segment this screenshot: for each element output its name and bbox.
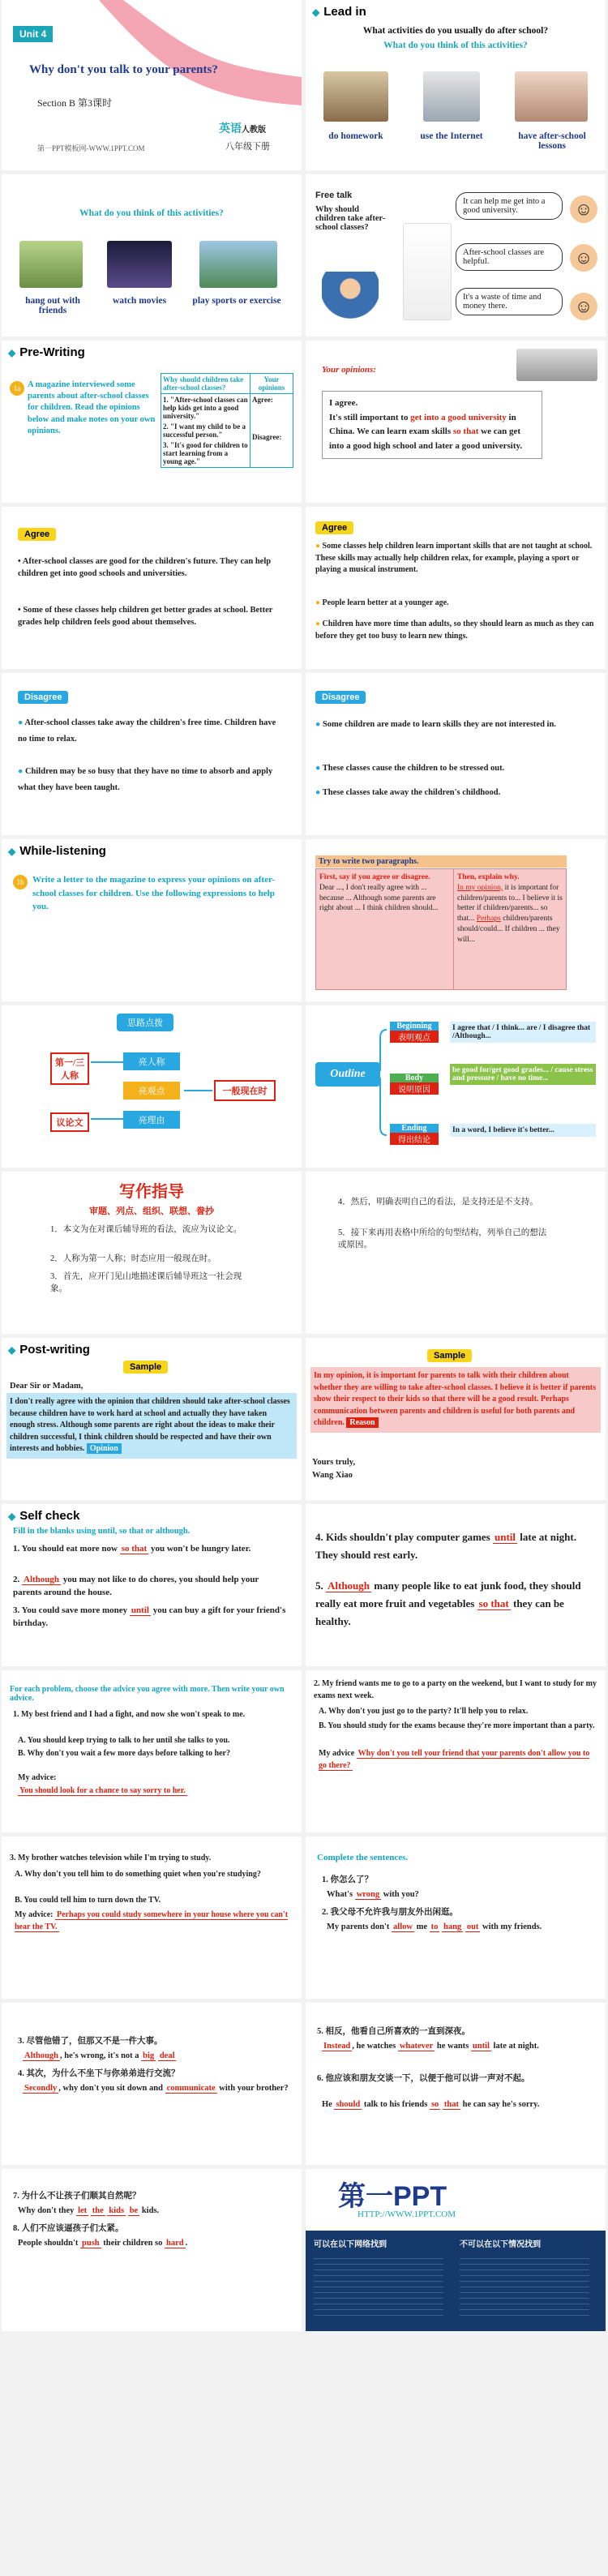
disagree-slide xyxy=(2,673,302,835)
your-opinions-slide xyxy=(306,341,606,503)
guide-subtitle: 审题、列点、组织、联想、誊抄 xyxy=(89,1207,214,1216)
exercise-item: 3. You could save more money until you can buy a gift for your friend's birthday. xyxy=(13,1605,286,1628)
exercise-item: 2. Although you may not like to do chores, you should help your parents around the house. xyxy=(13,1575,259,1597)
question: What do you think of this activities? xyxy=(383,41,528,50)
sample-tag: Sample xyxy=(427,1349,472,1362)
activity-label: do homework xyxy=(328,131,383,141)
logo: 第一PPT xyxy=(338,2181,447,2212)
guide-item: 2．人称为第一人称；时态应用一般现在时。 xyxy=(50,1254,216,1263)
instruction: Fill in the blanks using until, so that or although. xyxy=(13,1527,191,1536)
writing-table: First, say if you agree or disagree. Dear ..., I don't really agree with ... because ... Although some parents are right about ... I think children should... Then, explain why. In my opinion, it is important for children/parents to... I believe it is better if children/parents... so that... Perhaps children/parents should/could... If children ... they will... xyxy=(315,868,567,990)
table-header: Your opinions xyxy=(258,375,285,392)
column-header: First, say if you agree or disagree. xyxy=(319,873,430,881)
section-header: ◆ While-listening xyxy=(8,844,106,858)
outline-text: I agree that / I think... are / I disagree that /Although... xyxy=(450,1022,596,1043)
table-row: 2. "I want my child to be a successful person." xyxy=(163,422,246,439)
disagree-label: Disagree: xyxy=(252,433,282,441)
option-a: A. Why don't you just go to the party? It'll help you to relax. xyxy=(319,1707,529,1716)
speech-bubble: After-school classes are helpful. xyxy=(456,243,563,271)
exercise-item: 5. Although many people like to eat junk food, they should really eat more fruit and vegetables so that they can be healthy. xyxy=(315,1579,581,1628)
student-illustration xyxy=(322,272,379,328)
internet-photo xyxy=(423,71,480,122)
free-talk-label: Free talk xyxy=(315,191,353,200)
bullet: ● Children have more time than adults, so they should learn as much as they can before they get too busy to learn new things. xyxy=(315,619,594,641)
bullet: ● Children may be so busy that they have no time to absorb and apply what they have been taught. xyxy=(18,767,273,792)
outline-text: In a word, I believe it's better... xyxy=(450,1124,596,1137)
activity-label: play sports or exercise xyxy=(192,296,281,306)
instruction: Complete the sentences. xyxy=(317,1853,409,1862)
sentence-en: What's wrong with you? xyxy=(327,1890,419,1899)
advice-slide-3 xyxy=(2,1837,302,1999)
movies-photo xyxy=(107,241,172,288)
question: What activities do you usually do after school? xyxy=(362,26,549,36)
speech-bubble: It can help me get into a good university. xyxy=(456,192,563,220)
option-a: A. Why don't you tell him to do something quiet when you're studying? xyxy=(15,1870,261,1879)
outline-part: Body 说明原因 xyxy=(390,1074,439,1095)
exercise-number: 1a xyxy=(10,381,24,396)
outline-label: Outline xyxy=(315,1062,380,1087)
section-header: ◆ Lead in xyxy=(312,5,366,19)
signature: Wang Xiao xyxy=(312,1471,353,1480)
mindmap-node: 第一/三人称 xyxy=(50,1052,89,1085)
ending-slide xyxy=(306,2169,606,2331)
write-paragraphs-slide xyxy=(306,839,606,1001)
textbook-label: 英语人教版 xyxy=(219,123,266,135)
option-b: B. You could tell him to turn down the TV. xyxy=(15,1896,161,1905)
disagree-slide-2 xyxy=(306,673,606,835)
table-title: Try to write two paragraphs. xyxy=(315,855,567,868)
activity-label: have after-school lessons xyxy=(518,131,586,151)
section-header: ◆ Pre-Writing xyxy=(8,345,85,359)
activity-label: hang out with friends xyxy=(25,296,80,315)
guide-item: 1．本文为在对课后辅导班的看法，流应为议论文。 xyxy=(50,1225,242,1234)
sentence-cn: 4. 其次，为什么不坐下与你弟弟进行交流？ xyxy=(18,2069,180,2078)
sentence-en: Although , he's wrong, it's not a big deal xyxy=(24,2051,175,2060)
section-header: ◆ Self check xyxy=(8,1509,79,1523)
problem: 1. My best friend and I had a fight, and now she won't speak to me. xyxy=(13,1710,246,1719)
problem: 3. My brother watches television while I'm trying to study. xyxy=(10,1854,212,1862)
activities-slide xyxy=(2,174,302,336)
girl-avatar-icon: ☺ xyxy=(570,293,597,320)
instruction: For each problem, choose the advice you agree with more. Then write your own advice. xyxy=(10,1685,285,1703)
sentence-cn: 2. 我父母不允许我与朋友外出闲逛。 xyxy=(322,1908,458,1917)
opinions-label: Your opinions: xyxy=(322,365,376,375)
mindmap-node: 议论文 xyxy=(50,1112,89,1132)
agree-slide xyxy=(2,507,302,669)
opinion-table xyxy=(161,373,293,468)
activity-label: watch movies xyxy=(112,296,167,306)
lead-in-slide xyxy=(306,0,606,170)
mindmap-slide xyxy=(2,1005,302,1168)
question: What do you think of this activities? xyxy=(79,208,224,218)
bullet: ● Some children are made to learn skills they are not interested in. xyxy=(315,720,556,729)
books-photo xyxy=(516,349,597,381)
table-row: 3. "It's good for children to start learning from a young age." xyxy=(163,441,248,465)
outline-part: Beginning 表明观点 xyxy=(390,1022,439,1043)
complete-sentences-slide-2 xyxy=(2,2003,302,2165)
advice-answer: My advice Why don't you tell your friend that your parents don't allow you to go there? xyxy=(319,1749,590,1770)
closing: Yours truly, xyxy=(312,1458,356,1467)
page-title: Why don't you talk to your parents? xyxy=(29,63,218,76)
advice-slide-1 xyxy=(2,1670,302,1832)
advice-slide-2 xyxy=(306,1670,606,1832)
boy-avatar-icon: ☺ xyxy=(570,244,597,272)
sample-paragraph: In my opinion, it is important for parents to talk with their children about whether they are willing to take after-school classes. I believe it is better if parents show their respect to their kids so that there will be a good result. Perhaps communication between parents and children is useful for both parents and children. Reason xyxy=(310,1367,601,1433)
paragraph: • Some of these classes help children get better grades at school. Better grades help children feels good about themselves. xyxy=(18,606,273,628)
table-row: 1. "After-school classes can help kids get into a good university." xyxy=(163,396,248,420)
bullet: ● Some classes help children learn important skills that are not taught at school. These skills may actually help children relax, for example, playing a sport or playing a musical instrument. xyxy=(315,542,593,574)
lessons-photo xyxy=(515,71,588,122)
free-talk-slide xyxy=(306,174,606,336)
mindmap-node: 亮理由 xyxy=(123,1111,180,1129)
agree-slide-2 xyxy=(306,507,606,669)
option-b: B. You should study for the exams because they're more important than a party. xyxy=(319,1721,595,1730)
complete-sentences-slide-4 xyxy=(2,2169,302,2331)
self-check-slide xyxy=(2,1504,302,1666)
question: Why should children take after-school classes? xyxy=(315,205,386,232)
exercise-item: 4. Kids shouldn't play computer games until late at night. They should rest early. xyxy=(315,1531,576,1562)
disagree-tag: Disagree xyxy=(315,691,366,704)
mindmap-node: 亮观点 xyxy=(123,1082,180,1099)
sentence-cn: 5. 相反，他看自己所喜欢的一直到深夜。 xyxy=(317,2027,470,2036)
pre-writing-slide xyxy=(2,341,302,503)
grade-label: 八年级下册 xyxy=(225,142,270,152)
mindmap-node: 亮人称 xyxy=(123,1052,180,1070)
instruction: Write a letter to the magazine to express your opinions on after-school classes for children. Use the following expressions to help you. xyxy=(32,875,276,911)
bullet: ● People learn better at a younger age. xyxy=(315,598,449,607)
guide-item: 5．接下来再用表格中所给的句型结构，列举自己的想法或原因。 xyxy=(338,1228,547,1250)
table-header: Why should children take after-school classes? xyxy=(161,374,250,393)
paragraph: • After-school classes are good for the children's future. They can help children get into good schools and universities. xyxy=(18,557,272,579)
sentence-en: Why don't they let the kids be kids. xyxy=(18,2206,160,2215)
girl-avatar-icon: ☺ xyxy=(570,195,597,223)
sentence-cn: 6. 他应该和朋友交谈一下，以便于他可以讲一声对不起。 xyxy=(317,2074,530,2083)
reason-label: Reason xyxy=(346,1417,378,1428)
exercise-item: 1. You should eat more now so that you won't be hungry later. xyxy=(13,1544,251,1554)
bullet: ● These classes take away the children's childhood. xyxy=(315,788,501,797)
footer-links xyxy=(314,2253,443,2318)
unit-badge: Unit 4 xyxy=(13,26,53,42)
sentence-cn: 3. 尽管他错了，但那又不是一件大事。 xyxy=(18,2037,163,2046)
opinion-label: Opinion xyxy=(87,1443,122,1454)
complete-sentences-slide xyxy=(306,1837,606,1999)
footer-col-title: 不可以在以下情况找到 xyxy=(460,2240,541,2249)
advice-answer: My advice: Perhaps you could study somewhere in your house where you can't hear the TV. xyxy=(15,1910,289,1931)
my-advice-label: My advice: xyxy=(18,1773,57,1782)
opinion-line: I agree. xyxy=(329,398,358,408)
opinion-box: I agree. It's still important to get into a good university in China. We can learn exam skills so that we can get into a good high school and later a good university. xyxy=(322,391,542,459)
footer-links xyxy=(460,2253,589,2318)
activity-label: use the Internet xyxy=(420,131,483,141)
bullet: ● These classes cause the children to be stressed out. xyxy=(315,764,505,773)
column-header: Then, explain why. xyxy=(457,873,520,881)
outline-text: be good for/get good grades... / cause stress and pressure / have no time... xyxy=(450,1064,596,1085)
writing-guide-slide xyxy=(2,1172,302,1334)
title-slide xyxy=(2,0,302,170)
friends-photo xyxy=(19,241,83,288)
greeting: Dear Sir or Madam, xyxy=(10,1382,83,1391)
footer-col-title: 可以在以下网络找到 xyxy=(314,2240,387,2249)
section-label: Section B 第3课时 xyxy=(37,97,113,109)
sentence-cn: 1. 你怎么了？ xyxy=(322,1875,373,1884)
mindmap-node: 一般现在时 xyxy=(214,1080,276,1101)
guide-item: 3．首先，应开门见山地描述课后辅导班这一社会现象。 xyxy=(50,1272,242,1294)
sentence-en: People shouldn't push their children so hard . xyxy=(18,2239,188,2248)
instruction: A magazine interviewed some parents about after-school classes for children. Read the opinions below and make notes on your own opinions. xyxy=(28,380,156,435)
while-listening-slide xyxy=(2,839,302,1001)
sports-photo xyxy=(199,241,277,288)
disagree-tag: Disagree xyxy=(18,691,68,704)
sample-slide-2 xyxy=(306,1338,606,1500)
exercise-number: 1b xyxy=(13,875,28,889)
complete-sentences-slide-3 xyxy=(306,2003,606,2165)
sample-paragraph: I don't really agree with the opinion that children should take after-school classes because children have to work hard at school and actually they have taken enough stress. Although some parents are right about the ideas to make their children successful, I think children should be respected and have their own interests and hobbies. Opinion xyxy=(6,1393,297,1459)
writing-guide-slide-2 xyxy=(306,1172,606,1334)
sentence-en: Instead , he watches whatever he wants until late at night. xyxy=(323,2042,539,2051)
agree-label: Agree: xyxy=(252,396,273,404)
option-a: A. You should keep trying to talk to her until she talks to you. xyxy=(18,1736,230,1745)
sentence-cn: 7. 为什么不让孩子们顺其自然呢？ xyxy=(13,2192,141,2201)
agree-tag: Agree xyxy=(18,528,56,541)
outline-slide xyxy=(306,1005,606,1168)
option-b: B. Why don't you wait a few more days before talking to her? xyxy=(18,1749,230,1758)
guide-item: 4．然后，明确表明自己的看法，是支持还是不支持。 xyxy=(338,1198,538,1207)
outline-part: Ending 得出结论 xyxy=(390,1124,439,1145)
advice-answer: You should look for a chance to say sorry to her. xyxy=(19,1786,186,1795)
mindmap-title: 思路点拨 xyxy=(117,1014,173,1031)
sentence-cn: 8. 人们不应该逼孩子们太紧。 xyxy=(13,2224,124,2233)
watermark: 第一PPT模板网-WWW.1PPT.COM xyxy=(37,144,145,152)
sentence-en: He should talk to his friends so that he can say he's sorry. xyxy=(322,2100,540,2109)
bullet: ● After-school classes take away the children's free time. Children have no time to relax. xyxy=(18,718,276,744)
guide-title: 写作指导 xyxy=(119,1183,184,1201)
sample-tag: Sample xyxy=(123,1361,168,1374)
homework-photo xyxy=(323,71,388,122)
column-text: Dear ..., I don't really agree with ... because ... Although some parents are right about ... I think children should... xyxy=(319,883,439,913)
speech-bubble: It's a waste of time and money there. xyxy=(456,288,563,315)
sentence-en: Secondly , why don't you sit down and communicate with your brother? xyxy=(24,2084,289,2093)
post-writing-slide xyxy=(2,1338,302,1500)
sentence-en: My parents don't allow me to hang out with my friends. xyxy=(327,1922,542,1931)
self-check-slide-2 xyxy=(306,1504,606,1666)
section-header: ◆ Post-writing xyxy=(8,1343,90,1357)
agree-tag: Agree xyxy=(315,521,353,534)
teacher-illustration xyxy=(403,223,452,320)
logo-url: HTTP://WWW.1PPT.COM xyxy=(358,2210,456,2219)
problem: 2. My friend wants me to go to a party on the weekend, but I want to study for my exams next week. xyxy=(314,1679,597,1700)
